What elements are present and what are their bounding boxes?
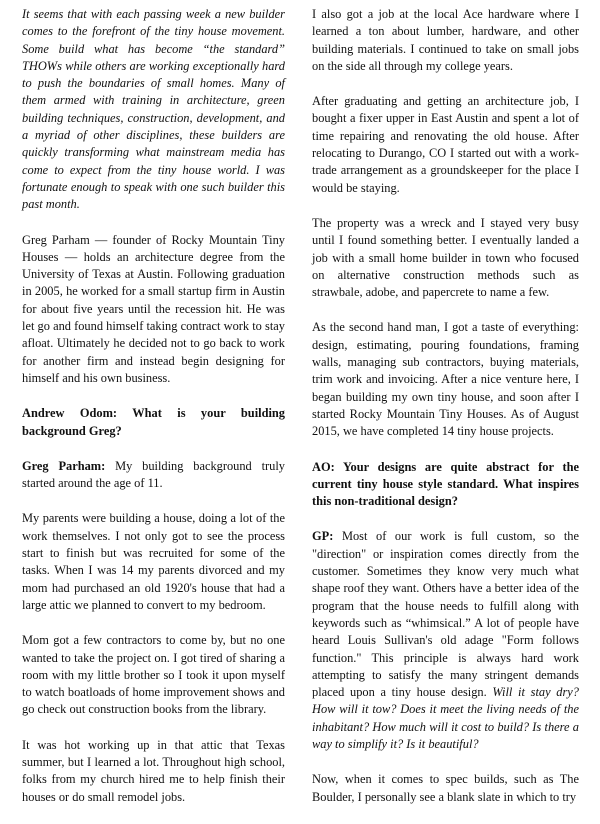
property-paragraph: The property was a wreck and I stayed very busy until I found something better. I eventually landed a job with a small home builder in town who focused on alternative construction methods such as strawbale, adobe, and papercrete to name a few.: [312, 215, 579, 300]
right-column: [312, 6, 579, 824]
question-building-background: Andrew Odom: What is your building background Greg?: [22, 406, 285, 438]
attic-paragraph: It was hot working up in that attic that Texas summer, but I learned a lot. Throughout high school, folks from my church hired me to help finish their houses or do small remodel jobs.: [22, 737, 285, 804]
bio-paragraph: Greg Parham — founder of Rocky Mountain Tiny Houses — holds an architecture degree from the University of Texas at Austin. Following graduation in 2005, he worked for a small startup firm in Austin for about five years until the recession hit. He was let go and found himself taking contract work to stay afloat. Ultimately he decided not to go back to work for another firm and instead begin designing for himself and his own business.: [22, 232, 285, 385]
answer-design-inspiration: [312, 528, 579, 753]
spec-builds-paragraph: Now, when it comes to spec builds, such as The Boulder, I personally see a blank slate in which to try: [312, 772, 579, 804]
question-design-inspiration: AO: Your designs are quite abstract for the current tiny house style standard. What inspires this non-traditional design?: [312, 459, 579, 509]
answer-italic-questions: Will it stay dry? How will it tow? Does it meet the living needs of the inhabitant? How much will it cost to build? Is there a way to simplify it? Is it beautiful?: [312, 685, 579, 751]
hardware-paragraph: I also got a job at the local Ace hardware where I learned a ton about lumber, hardware, and other building materials. I continued to take on small jobs on the side all through my college years.: [312, 7, 579, 73]
mom-paragraph: Mom got a few contractors to come by, but no one wanted to take the project on. I got tired of sharing a room with my little brother so I took it upon myself to watch boatloads of home improvement shows and go check out construction books from the library.: [22, 633, 285, 717]
intro-paragraph: It seems that with each passing week a new builder comes to the forefront of the tiny house movement. Some build what has become “the standard” THOWs while others are working exceptionally hard to push the boundaries of small homes. Many of them armed with training in architecture, green building techniques, construction, development, and a myriad of other disciplines, these builders are quickly transforming what mainstream media has come to expect from the tiny house world. I was fortunate enough to speak with one such builder this past month.: [22, 7, 285, 212]
after-graduating-paragraph: After graduating and getting an architecture job, I bought a fixer upper in East Austin and spent a lot of time repairing and renovating the old house. After relocating to Durango, CO I started out with a work-trade arrangement as a groundskeeper for the place I would be staying.: [312, 94, 579, 195]
answer-text: Most of our work is full custom, so the "direction" or inspiration comes directly from the customer. Sometimes they know very much what shape roof they want. Others have a better idea of the program that the house needs to fulfill along with keywords such as “whimsical.” A lot of people have heard Louis Sullivan's old adage "Form follows function." This principle is always hard work attempting to satisfy the many stringent demands placed upon a tiny house design.: [312, 529, 579, 700]
answer-speaker: Greg Parham:: [22, 458, 106, 473]
second-hand-paragraph: As the second hand man, I got a taste of everything: design, estimating, pouring foundations, framing walls, managing sub contractors, buying materials, trim work and invoicing. After a nice venture here, I began building my own tiny house, and soon after I started Rocky Mountain Tiny Houses. As of August 2015, we have completed 14 tiny house projects.: [312, 320, 579, 439]
left-column: [22, 6, 285, 824]
answer-speaker: GP:: [312, 529, 334, 544]
answer-text: My building background truly started around the age of 11.: [22, 458, 285, 491]
parents-paragraph: My parents were building a house, doing a lot of the work themselves. I not only got to see the process start to finish but was recruited for some of the tasks. When I was 14 my parents divorced and my mom had purchased an old 1920's house that had a large attic we planned to convert to my bedroom.: [22, 511, 285, 612]
answer-building-background: [22, 458, 285, 493]
